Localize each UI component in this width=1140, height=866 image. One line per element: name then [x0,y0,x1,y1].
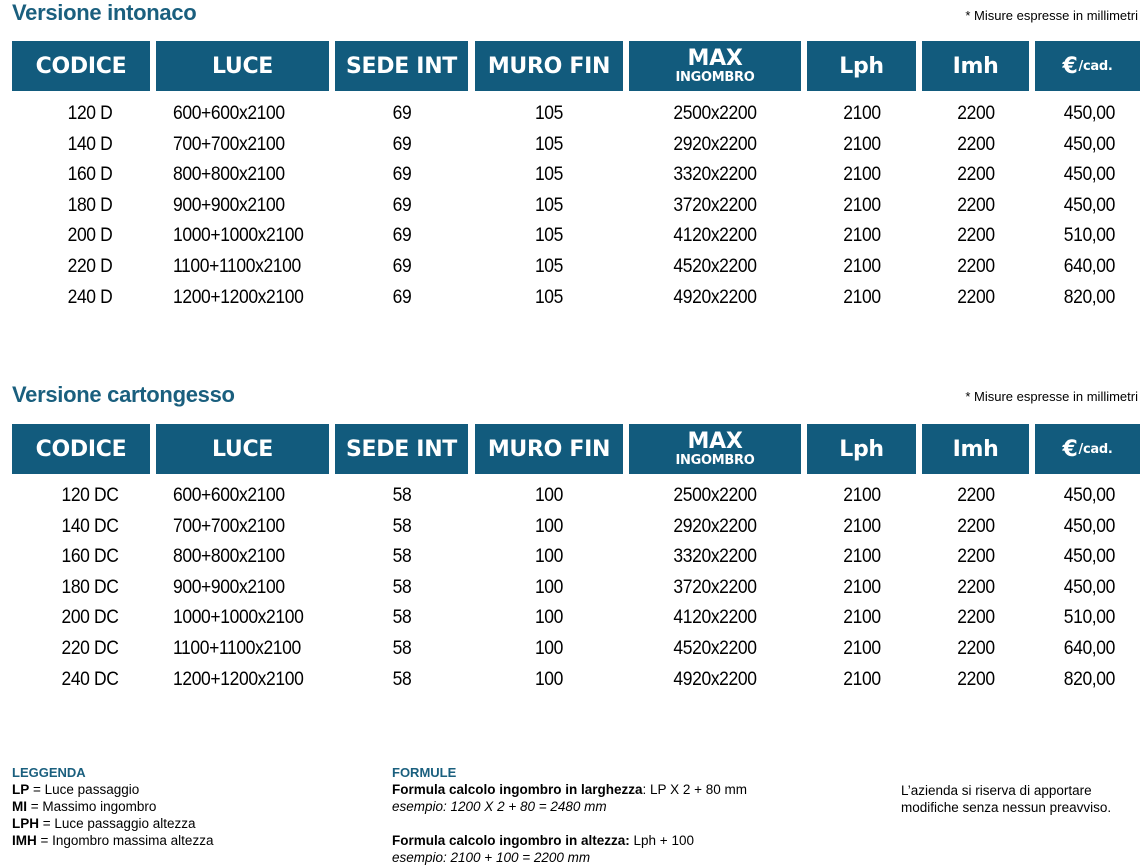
header-ingombro-label: INGOMBRO [675,453,755,468]
header-imh: Imh [922,424,1029,474]
header-muro-fin: MURO FIN [475,41,623,91]
legend-key: LP [12,782,30,797]
table-row [0,252,1140,282]
cell-price: 450,00 [1063,546,1115,568]
cell-muro-fin: 100 [534,485,564,506]
cell-max-ingombro: 3720x2200 [673,576,757,598]
cell-imh: 2200 [957,256,995,277]
formula-width-label: Formula calcolo ingombro in larghezza [392,782,643,797]
cell-imh: 2200 [957,103,995,124]
cell-imh: 2200 [957,225,995,247]
formula-width-example-text: esempio: 1200 X 2 + 80 = 2480 mm [392,799,607,814]
cell-codice: 140 DC [61,515,119,537]
cell-codice: 140 D [67,133,113,155]
header-lph: Lph [807,41,916,91]
cell-price: 820,00 [1063,668,1115,690]
cell-codice: 240 D [67,286,113,308]
price-unit: /cad. [1078,441,1113,457]
formula-width-expression: : LP X 2 + 80 mm [642,782,747,797]
cell-imh: 2200 [957,515,995,537]
header-price [1035,41,1140,91]
table-row [0,603,1140,633]
cell-muro-fin: 100 [534,668,564,690]
cell-max-ingombro: 4120x2200 [673,607,757,629]
cell-imh: 2200 [957,576,995,598]
formula-height-expression: Lph + 100 [629,833,694,848]
cell-muro-fin: 105 [534,194,564,216]
cell-luce: 700+700x2100 [173,515,285,537]
cell-sede-int: 58 [392,668,412,690]
table-row [0,542,1140,572]
formula-height-example [392,850,590,865]
cell-lph: 2100 [843,164,881,186]
cell-max-ingombro: 4520x2200 [673,256,757,277]
cell-max-ingombro: 3720x2200 [673,194,757,216]
cell-price: 450,00 [1063,194,1115,216]
cell-price: 640,00 [1063,638,1115,659]
cell-lph: 2100 [843,515,881,537]
legend-key: IMH [12,833,37,848]
cell-price: 510,00 [1063,607,1115,629]
cell-muro-fin: 105 [534,256,564,277]
cell-luce: 600+600x2100 [173,485,285,506]
legend-item [12,782,139,797]
cell-price: 820,00 [1063,286,1115,308]
cell-muro-fin: 100 [534,576,564,598]
header-luce: LUCE [156,424,329,474]
cell-luce: 800+800x2100 [173,546,285,568]
cell-lph: 2100 [843,225,881,247]
euro-symbol: € [1062,53,1078,79]
euro-symbol: € [1062,436,1078,462]
cell-sede-int: 58 [392,607,412,629]
cell-muro-fin: 100 [534,546,564,568]
cell-lph: 2100 [843,607,881,629]
cell-codice: 200 DC [61,607,119,629]
cell-luce: 1000+1000x2100 [173,607,304,629]
legend-key: MI [12,799,27,814]
cell-max-ingombro: 3320x2200 [673,546,757,568]
cell-max-ingombro: 4520x2200 [673,638,757,659]
formula-height [392,833,694,848]
header-luce: LUCE [156,41,329,91]
cell-sede-int: 69 [392,164,412,186]
header-max-label: MAX [687,429,743,454]
header-codice: CODICE [12,41,150,91]
cell-imh: 2200 [957,668,995,690]
disclaimer-line-2: modifiche senza nessun preavviso. [901,800,1112,815]
cell-price: 450,00 [1063,485,1115,506]
cell-codice: 220 D [67,256,113,277]
cell-muro-fin: 100 [534,515,564,537]
table-row [0,99,1140,129]
legend-text: = Luce passaggio altezza [39,816,196,831]
cell-codice: 240 DC [61,668,119,690]
cell-muro-fin: 105 [534,103,564,124]
header-max-label: MAX [687,46,743,71]
cell-price: 450,00 [1063,576,1115,598]
cell-muro-fin: 100 [534,638,564,659]
cell-lph: 2100 [843,546,881,568]
table-row [0,481,1140,511]
cell-lph: 2100 [843,286,881,308]
cell-muro-fin: 105 [534,286,564,308]
cell-muro-fin: 105 [534,225,564,247]
cell-muro-fin: 105 [534,133,564,155]
cell-codice: 200 D [67,225,113,247]
cell-lph: 2100 [843,194,881,216]
legend-item [12,816,195,831]
cell-codice: 220 DC [61,638,119,659]
cell-max-ingombro: 4920x2200 [673,668,757,690]
legend-key: LPH [12,816,39,831]
cell-price: 640,00 [1063,256,1115,277]
units-note: * Misure espresse in millimetri [965,389,1138,404]
cell-price: 450,00 [1063,133,1115,155]
cell-luce: 700+700x2100 [173,133,285,155]
cell-codice: 120 DC [61,485,119,506]
cell-imh: 2200 [957,638,995,659]
table-row [0,221,1140,251]
cell-sede-int: 58 [392,515,412,537]
price-unit: /cad. [1078,58,1113,74]
cell-lph: 2100 [843,576,881,598]
legend-item [12,799,156,814]
units-note: * Misure espresse in millimetri [965,8,1138,23]
cell-sede-int: 69 [392,256,412,277]
header-muro-fin: MURO FIN [475,424,623,474]
cell-luce: 1200+1200x2100 [173,668,304,690]
formulas-title: FORMULE [392,765,457,780]
cell-luce: 1000+1000x2100 [173,225,304,247]
table-row [0,634,1140,664]
header-codice: CODICE [12,424,150,474]
cell-sede-int: 58 [392,485,412,506]
cell-price: 450,00 [1063,164,1115,186]
cell-luce: 1100+1100x2100 [173,638,301,659]
cell-imh: 2200 [957,286,995,308]
cell-max-ingombro: 2920x2200 [673,515,757,537]
formula-width-example [392,799,607,814]
table-row [0,512,1140,542]
legend-text: = Luce passaggio [29,782,140,797]
table-row [0,160,1140,190]
cell-lph: 2100 [843,638,881,659]
cell-sede-int: 69 [392,133,412,155]
cell-luce: 600+600x2100 [173,103,285,124]
cell-max-ingombro: 2500x2200 [673,485,757,506]
cell-max-ingombro: 4120x2200 [673,225,757,247]
cell-imh: 2200 [957,164,995,186]
formula-height-example-text: esempio: 2100 + 100 = 2200 mm [392,850,591,865]
cell-lph: 2100 [843,133,881,155]
table-header [0,41,1140,91]
cell-sede-int: 58 [392,576,412,598]
header-lph: Lph [807,424,916,474]
cell-codice: 120 D [67,103,113,124]
legend-title: LEGGENDA [12,765,86,780]
table-row [0,573,1140,603]
formula-width [392,782,747,797]
table-row [0,665,1140,695]
cell-price: 450,00 [1063,103,1115,124]
section-title: Versione cartongesso [12,382,235,407]
cell-max-ingombro: 4920x2200 [673,286,757,308]
header-imh: Imh [922,41,1029,91]
section-title: Versione intonaco [12,0,197,25]
cell-luce: 900+900x2100 [173,576,285,598]
cell-price: 450,00 [1063,515,1115,537]
formula-height-label: Formula calcolo ingombro in altezza: [392,833,630,848]
cell-codice: 160 D [67,164,113,186]
cell-sede-int: 58 [392,546,412,568]
header-price [1035,424,1140,474]
cell-luce: 1100+1100x2100 [173,256,301,277]
cell-sede-int: 69 [392,103,412,124]
cell-sede-int: 69 [392,225,412,247]
table-row [0,283,1140,313]
header-sede-int: SEDE INT [335,41,468,91]
cell-muro-fin: 105 [534,164,564,186]
cell-price: 510,00 [1063,225,1115,247]
cell-sede-int: 58 [392,638,412,659]
cell-codice: 180 D [67,194,113,216]
cell-lph: 2100 [843,485,881,506]
table-row [0,130,1140,160]
cell-muro-fin: 100 [534,607,564,629]
cell-imh: 2200 [957,546,995,568]
cell-sede-int: 69 [392,194,412,216]
cell-max-ingombro: 3320x2200 [673,164,757,186]
cell-imh: 2200 [957,607,995,629]
cell-imh: 2200 [957,194,995,216]
header-sede-int: SEDE INT [335,424,468,474]
cell-lph: 2100 [843,103,881,124]
table-header [0,424,1140,474]
cell-imh: 2200 [957,133,995,155]
cell-luce: 800+800x2100 [173,164,285,186]
cell-luce: 1200+1200x2100 [173,286,304,308]
cell-codice: 180 DC [61,576,119,598]
table-row [0,191,1140,221]
legend-text: = Massimo ingombro [27,799,157,814]
cell-max-ingombro: 2500x2200 [673,103,757,124]
legend-text: = Ingombro massima altezza [36,833,214,848]
legend-item [12,833,213,848]
cell-imh: 2200 [957,485,995,506]
cell-lph: 2100 [843,256,881,277]
cell-max-ingombro: 2920x2200 [673,133,757,155]
cell-sede-int: 69 [392,286,412,308]
cell-lph: 2100 [843,668,881,690]
disclaimer-line-1: L’azienda si riserva di apportare [901,783,1092,798]
header-ingombro-label: INGOMBRO [675,70,755,85]
header-max-ingombro [629,424,801,474]
cell-codice: 160 DC [61,546,119,568]
header-max-ingombro [629,41,801,91]
cell-luce: 900+900x2100 [173,194,285,216]
